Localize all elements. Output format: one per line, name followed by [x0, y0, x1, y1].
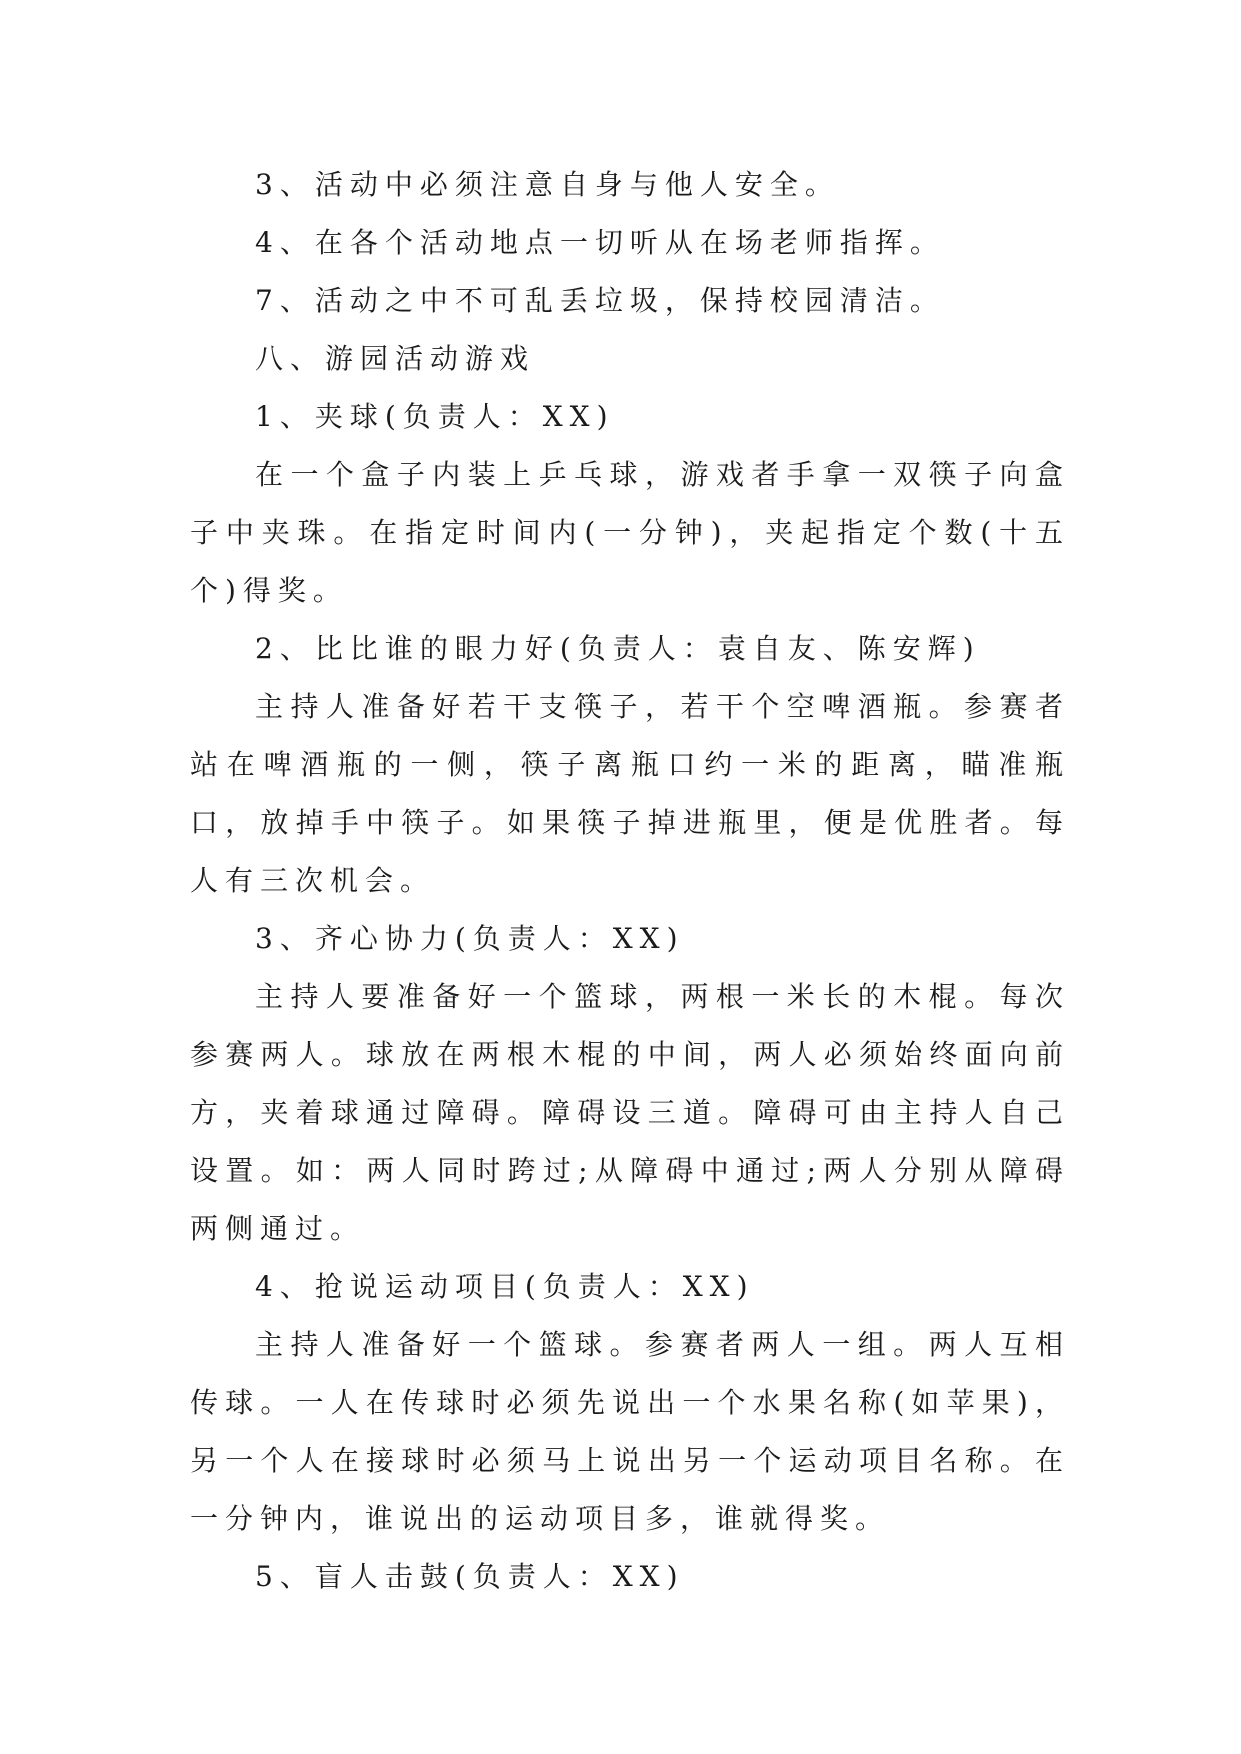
game-2-description: 主持人准备好若干支筷子，若干个空啤酒瓶。参赛者站在啤酒瓶的一侧，筷子离瓶口约一米的距离，瞄准瓶口，放掉手中筷子。如果筷子掉进瓶里，便是优胜者。每人有三次机会。	[190, 690, 1070, 897]
game-3-description: 主持人要准备好一个篮球，两根一米长的木棍。每次参赛两人。球放在两根木棍的中间，两人必须始终面向前方，夹着球通过障碍。障碍设三道。障碍可由主持人自己设置。如：两人同时跨过;从障碍中通过;两人分别从障碍两侧通过。	[190, 980, 1070, 1245]
game-1-description: 在一个盒子内装上乒乓球，游戏者手拿一双筷子向盒子中夹珠。在指定时间内(一分钟)，夹起指定个数(十五个)得奖。	[190, 458, 1070, 607]
game-1-title: 1、夹球(负责人：XX)	[255, 400, 615, 433]
game-3-title: 3、齐心协力(负责人：XX)	[255, 922, 685, 955]
document-body	[190, 156, 1070, 1606]
rule-item-4: 4、在各个活动地点一切听从在场老师指挥。	[255, 226, 945, 259]
section-heading-games: 八、游园活动游戏	[255, 342, 536, 375]
game-4-description: 主持人准备好一个篮球。参赛者两人一组。两人互相传球。一人在传球时必须先说出一个水果名称(如苹果)，另一个人在接球时必须马上说出另一个运动项目名称。在一分钟内，谁说出的运动项目多，谁就得奖。	[190, 1328, 1070, 1535]
rule-item-3: 3、活动中必须注意自身与他人安全。	[255, 168, 840, 201]
game-5-title: 5、盲人击鼓(负责人：XX)	[255, 1560, 685, 1593]
rule-item-7: 7、活动之中不可乱丢垃圾，保持校园清洁。	[255, 284, 945, 317]
game-4-title: 4、抢说运动项目(负责人：XX)	[255, 1270, 755, 1303]
game-2-title: 2、比比谁的眼力好(负责人：袁自友、陈安辉)	[255, 632, 981, 665]
